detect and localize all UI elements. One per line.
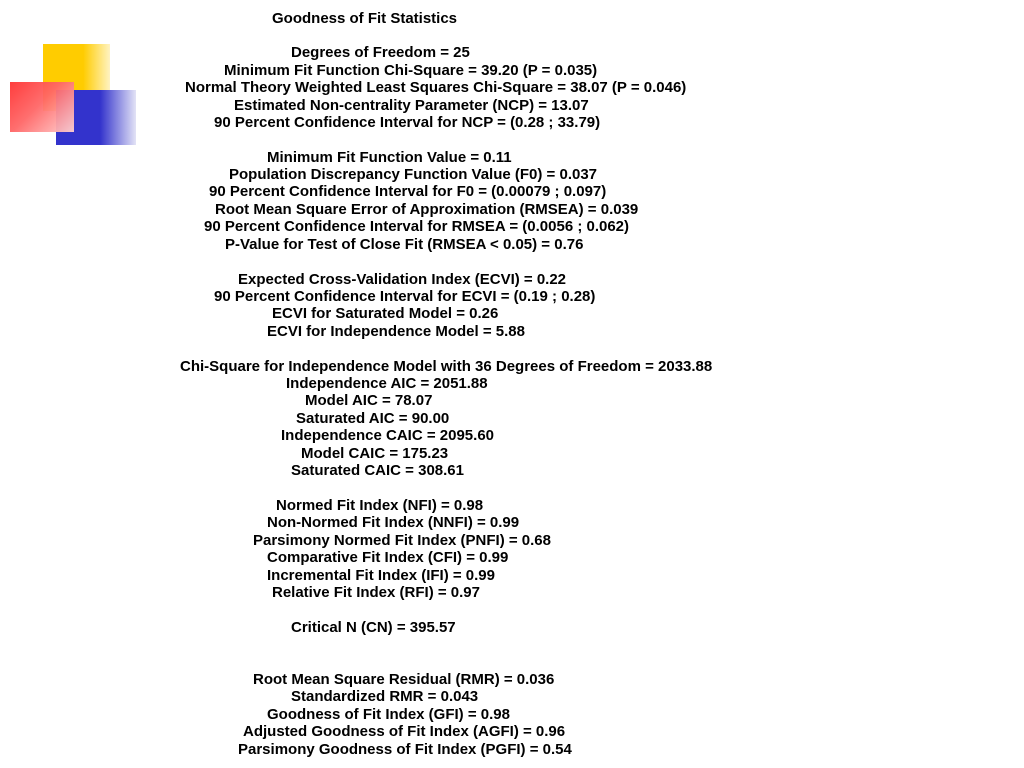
stat-line: Root Mean Square Error of Approximation (RMSEA) = 0.039 bbox=[215, 201, 639, 218]
stat-line: Expected Cross-Validation Index (ECVI) = 0.22 bbox=[238, 271, 567, 288]
stat-line: P-Value for Test of Close Fit (RMSEA < 0.05) = 0.76 bbox=[225, 236, 584, 253]
stat-line: 90 Percent Confidence Interval for F0 = (0.00079 ; 0.097) bbox=[209, 183, 607, 200]
stat-line: Normal Theory Weighted Least Squares Chi-Square = 38.07 (P = 0.046) bbox=[185, 79, 687, 96]
page-title: Goodness of Fit Statistics bbox=[272, 10, 458, 27]
stat-line: 90 Percent Confidence Interval for RMSEA = (0.0056 ; 0.062) bbox=[204, 218, 630, 235]
stat-line: Non-Normed Fit Index (NNFI) = 0.99 bbox=[267, 514, 520, 531]
stat-line: ECVI for Saturated Model = 0.26 bbox=[272, 305, 499, 322]
stat-line: Goodness of Fit Index (GFI) = 0.98 bbox=[267, 706, 510, 723]
stat-line: 90 Percent Confidence Interval for ECVI = (0.19 ; 0.28) bbox=[214, 288, 596, 305]
stat-line: Relative Fit Index (RFI) = 0.97 bbox=[272, 584, 480, 601]
stat-line: Parsimony Normed Fit Index (PNFI) = 0.68 bbox=[253, 532, 551, 549]
stat-line: Independence AIC = 2051.88 bbox=[286, 375, 488, 392]
stat-line: Minimum Fit Function Chi-Square = 39.20 (P = 0.035) bbox=[224, 62, 598, 79]
stat-line: Estimated Non-centrality Parameter (NCP) = 13.07 bbox=[234, 97, 589, 114]
stat-line: Comparative Fit Index (CFI) = 0.99 bbox=[267, 549, 509, 566]
stat-line: Saturated AIC = 90.00 bbox=[296, 410, 450, 427]
stat-line: Normed Fit Index (NFI) = 0.98 bbox=[276, 497, 484, 514]
stat-line: ECVI for Independence Model = 5.88 bbox=[267, 323, 525, 340]
stat-line: Degrees of Freedom = 25 bbox=[291, 44, 470, 61]
stat-line: Parsimony Goodness of Fit Index (PGFI) = 0.54 bbox=[238, 741, 572, 758]
stat-line: Standardized RMR = 0.043 bbox=[291, 688, 479, 705]
decorative-squares bbox=[0, 0, 150, 160]
stat-line: Saturated CAIC = 308.61 bbox=[291, 462, 464, 479]
stat-line: Model AIC = 78.07 bbox=[305, 392, 433, 409]
stat-line: Incremental Fit Index (IFI) = 0.99 bbox=[267, 567, 495, 584]
stat-line: Chi-Square for Independence Model with 36 Degrees of Freedom = 2033.88 bbox=[180, 358, 713, 375]
stat-line: Root Mean Square Residual (RMR) = 0.036 bbox=[253, 671, 555, 688]
stat-line: Minimum Fit Function Value = 0.11 bbox=[267, 149, 512, 166]
stat-line: Independence CAIC = 2095.60 bbox=[281, 427, 495, 444]
stat-line: Model CAIC = 175.23 bbox=[301, 445, 449, 462]
stat-line: Critical N (CN) = 395.57 bbox=[291, 619, 456, 636]
stat-line: Population Discrepancy Function Value (F0) = 0.037 bbox=[229, 166, 598, 183]
stat-line: 90 Percent Confidence Interval for NCP = (0.28 ; 33.79) bbox=[214, 114, 601, 131]
red-square bbox=[10, 82, 74, 132]
stat-line: Adjusted Goodness of Fit Index (AGFI) = 0.96 bbox=[243, 723, 566, 740]
